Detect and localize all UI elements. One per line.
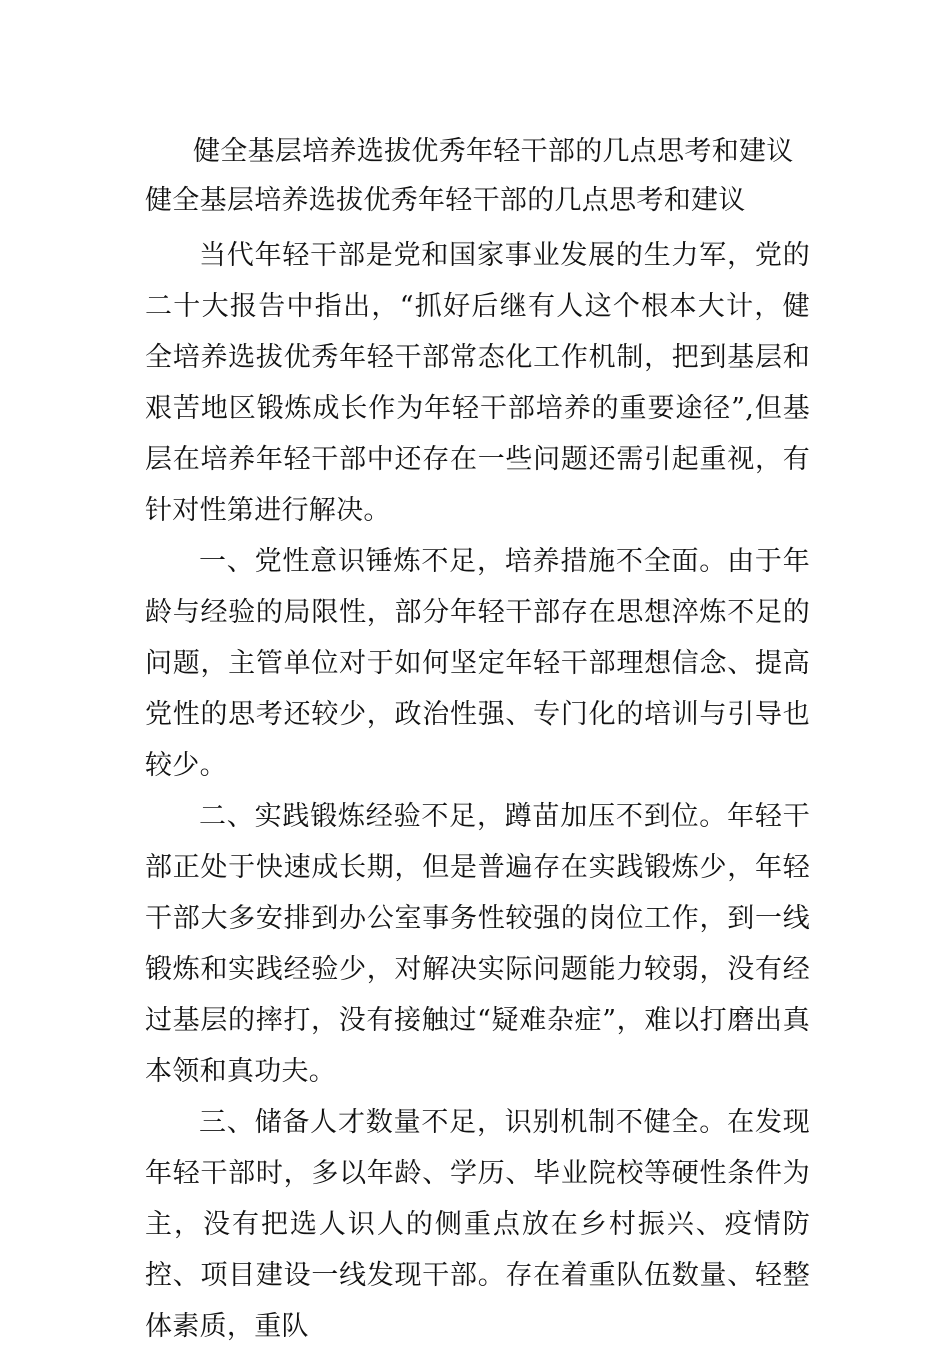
document-body bbox=[145, 230, 810, 1352]
section-one-paragraph: 一、党性意识锤炼不足，培养措施不全面。由于年龄与经验的局限性，部分年轻干部存在思想淬炼不足的问题，主管单位对于如何坚定年轻干部理想信念、提高党性的思考还较少，政治性强、专门化的培训与引导也较少。 bbox=[145, 546, 810, 781]
intro-paragraph: 当代年轻干部是党和国家事业发展的生力军，党的二十大报告中指出，“抓好后继有人这个根本大计，健全培养选拔优秀年轻干部常态化工作机制，把到基层和艰苦地区锻炼成长作为年轻干部培养的重要途径”,但基层在培养年轻干部中还存在一些问题还需引起重视，有针对性第进行解决。 bbox=[145, 240, 810, 526]
document-title-centered: 健全基层培养选拔优秀年轻干部的几点思考和建议 bbox=[193, 136, 794, 167]
section-three-paragraph: 三、储备人才数量不足，识别机制不健全。在发现年轻干部时，多以年龄、学历、毕业院校等硬性条件为主，没有把选人识人的侧重点放在乡村振兴、疫情防控、项目建设一线发现干部。存在着重队伍数量、轻整体素质，重队 bbox=[145, 1107, 810, 1342]
document-title-left: 健全基层培养选拔优秀年轻干部的几点思考和建议 bbox=[145, 185, 746, 216]
section-two-paragraph: 二、实践锻炼经验不足，蹲苗加压不到位。年轻干部正处于快速成长期，但是普遍存在实践锻炼少，年轻干部大多安排到办公室事务性较强的岗位工作，到一线锻炼和实践经验少，对解决实际问题能力较弱，没有经过基层的摔打，没有接触过“疑难杂症”，难以打磨出真本领和真功夫。 bbox=[145, 801, 810, 1087]
